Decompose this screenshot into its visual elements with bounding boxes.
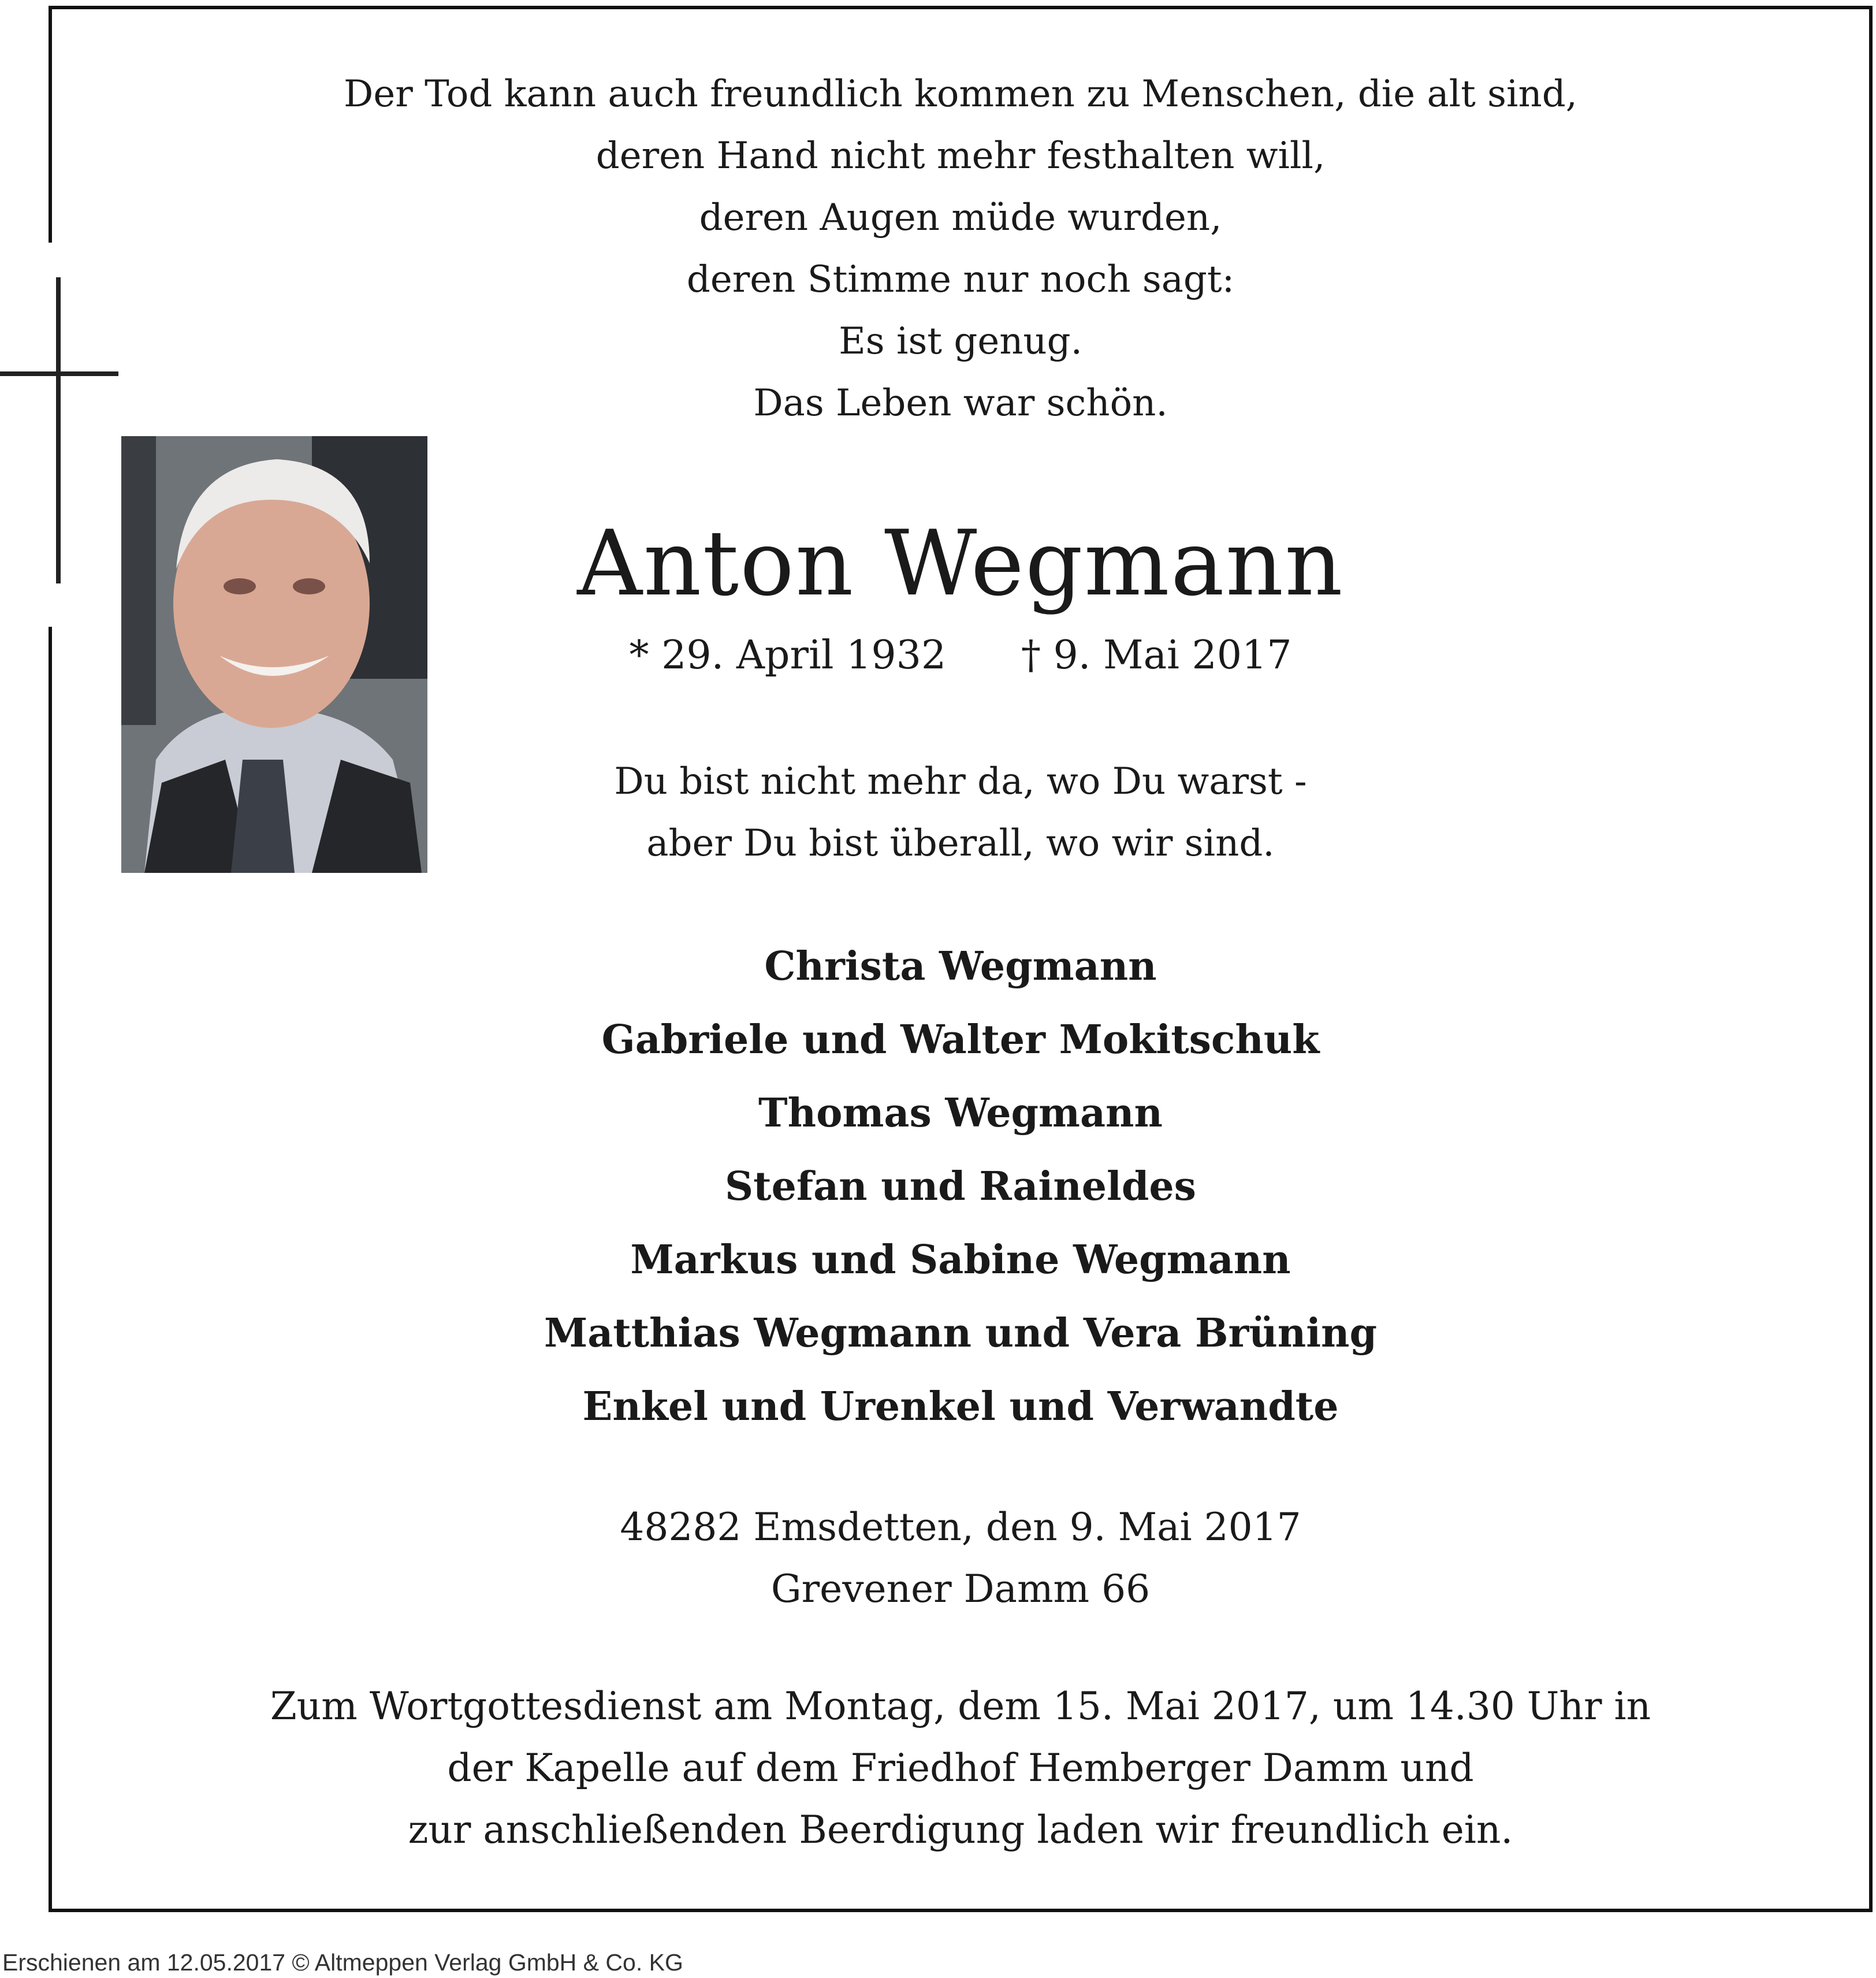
- mourner-entry: Stefan und Raineldes: [725, 1163, 1196, 1210]
- mourner-entry: Thomas Wegmann: [758, 1090, 1163, 1136]
- publication-footer: Erschienen am 12.05.2017 © Altmeppen Verlag GmbH & Co. KG: [2, 1949, 683, 1976]
- service-invitation: [52, 1675, 1869, 1861]
- service-line: der Kapelle auf dem Friedhof Hemberger Damm und: [447, 1746, 1474, 1790]
- mourner-entry: Gabriele und Walter Mokitschuk: [601, 1017, 1320, 1063]
- frame-top-border: [49, 6, 1873, 9]
- service-line: zur anschließenden Beerdigung laden wir freundlich ein.: [408, 1808, 1513, 1852]
- place-line: 48282 Emsdetten, den 9. Mai 2017: [620, 1505, 1301, 1549]
- memorial-quote: [52, 751, 1869, 875]
- mourner-entry: Markus und Sabine Wegmann: [630, 1237, 1291, 1283]
- frame-right-border: [1869, 6, 1873, 1912]
- poem-line: Der Tod kann auch freundlich kommen zu Menschen, die alt sind,: [344, 73, 1577, 116]
- poem-line: deren Stimme nur noch sagt:: [686, 258, 1235, 301]
- birth-date: * 29. April 1932: [629, 633, 947, 678]
- mourner-entry: Matthias Wegmann und Vera Brüning: [544, 1310, 1378, 1356]
- frame-bottom-border: [49, 1909, 1873, 1912]
- address-line: Grevener Damm 66: [770, 1567, 1151, 1611]
- mourner-entry: Christa Wegmann: [764, 943, 1157, 990]
- mourners-list: [52, 930, 1869, 1444]
- poem-line: deren Hand nicht mehr festhalten will,: [595, 135, 1326, 177]
- poem-line: deren Augen müde wurden,: [699, 196, 1222, 239]
- death-date: † 9. Mai 2017: [1021, 633, 1292, 678]
- quote-line: Du bist nicht mehr da, wo Du warst -: [614, 760, 1307, 803]
- poem-line: Das Leben war schön.: [753, 382, 1168, 425]
- place-and-date: [52, 1496, 1869, 1620]
- mourner-entry: Enkel und Urenkel und Verwandte: [582, 1384, 1339, 1430]
- poem-line: Es ist genug.: [839, 320, 1082, 363]
- opening-poem: [52, 64, 1869, 434]
- service-line: Zum Wortgottesdienst am Montag, dem 15. Mai 2017, um 14.30 Uhr in: [270, 1684, 1651, 1728]
- life-dates: [52, 630, 1869, 682]
- quote-line: aber Du bist überall, wo wir sind.: [646, 822, 1275, 865]
- deceased-name: Anton Wegmann: [577, 511, 1344, 616]
